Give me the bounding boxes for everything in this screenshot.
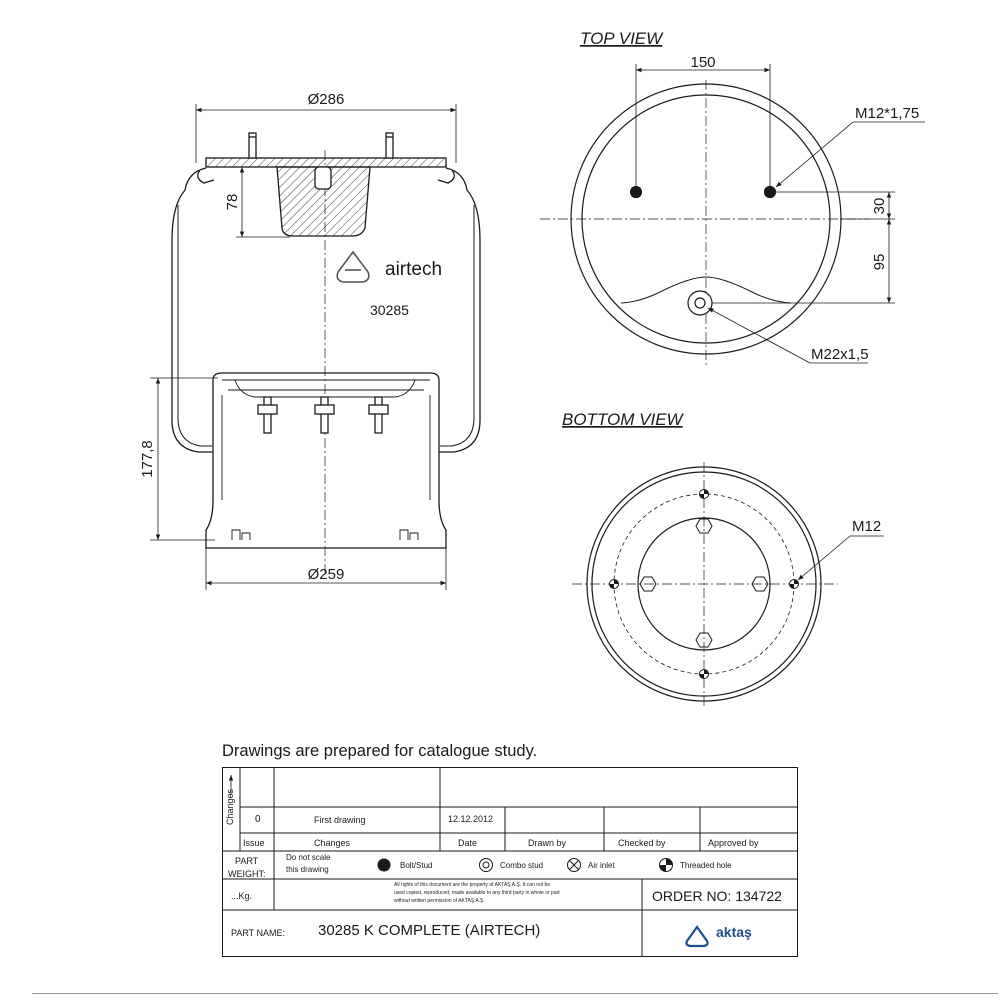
legend-combo: Combo stud	[500, 861, 544, 870]
rev-change: First drawing	[314, 815, 366, 825]
side-view	[172, 133, 480, 575]
rev-date: 12.12.2012	[448, 814, 494, 824]
rights-line-3: without written permission of AKTAŞ A.Ş.	[394, 898, 485, 904]
bolt-symbol	[378, 859, 391, 872]
label-m12-175: M12*1,75	[855, 105, 920, 122]
top-view-title: TOP VIEW	[580, 29, 663, 48]
dim-top-diameter: Ø286	[307, 91, 345, 108]
title-block	[222, 767, 798, 957]
dim-height-78: 78	[224, 193, 241, 211]
rights-line-1: All rights of this document are the property of AKTAŞ A.Ş. It can not be	[394, 882, 551, 888]
header-issue: Issue	[243, 838, 265, 848]
bottom-view	[572, 462, 884, 706]
rev-issue: 0	[255, 814, 261, 825]
changes-vertical-label: Changes	[225, 788, 235, 825]
label-m22: M22x1,5	[811, 346, 869, 363]
label-m12: M12	[852, 518, 882, 535]
logo-part-number: 30285	[370, 302, 409, 318]
aktas-logo-icon	[686, 927, 707, 946]
header-changes: Changes	[314, 838, 351, 848]
air-inlet	[315, 167, 331, 189]
rights-line-2: used copied, reproduced, made available to any third party in whole or part	[394, 890, 560, 896]
header-checked-by: Checked by	[618, 838, 666, 848]
logo-brand: airtech	[385, 259, 443, 280]
top-plate	[206, 158, 446, 167]
dim-top-150: 150	[690, 54, 716, 71]
header-date: Date	[458, 838, 478, 848]
do-not-scale-1: Do not scale	[286, 853, 331, 862]
catalogue-note: Drawings are prepared for catalogue study.	[222, 742, 538, 760]
part-name: 30285 K COMPLETE (AIRTECH)	[318, 922, 541, 939]
dim-bottom-diameter: Ø259	[307, 566, 345, 583]
top-studs	[249, 133, 393, 158]
dim-top-30: 30	[871, 197, 888, 215]
legend-air: Air inlet	[588, 861, 615, 870]
do-not-scale-2: this drawing	[286, 865, 329, 874]
airtech-logo	[337, 252, 369, 282]
dim-height-177: 177,8	[139, 440, 156, 478]
header-drawn-by: Drawn by	[528, 838, 567, 848]
part-weight-label-2: WEIGHT:	[228, 869, 266, 879]
combo-stud-symbol	[480, 859, 493, 872]
page-bottom-rule	[32, 993, 998, 994]
part-weight-value: ...Kg.	[231, 891, 253, 901]
legend-threaded: Threaded hole	[680, 861, 732, 870]
part-name-label: PART NAME:	[231, 928, 286, 938]
company-name: aktaş	[716, 924, 752, 940]
header-approved-by: Approved by	[708, 838, 759, 848]
order-number: ORDER NO: 134722	[652, 888, 782, 904]
dim-top-95: 95	[871, 253, 888, 271]
part-weight-label-1: PART	[235, 856, 259, 866]
bottom-view-title: BOTTOM VIEW	[562, 410, 683, 429]
bottom-studs	[258, 397, 388, 433]
legend-bolt: Bolt/Stud	[400, 861, 433, 870]
